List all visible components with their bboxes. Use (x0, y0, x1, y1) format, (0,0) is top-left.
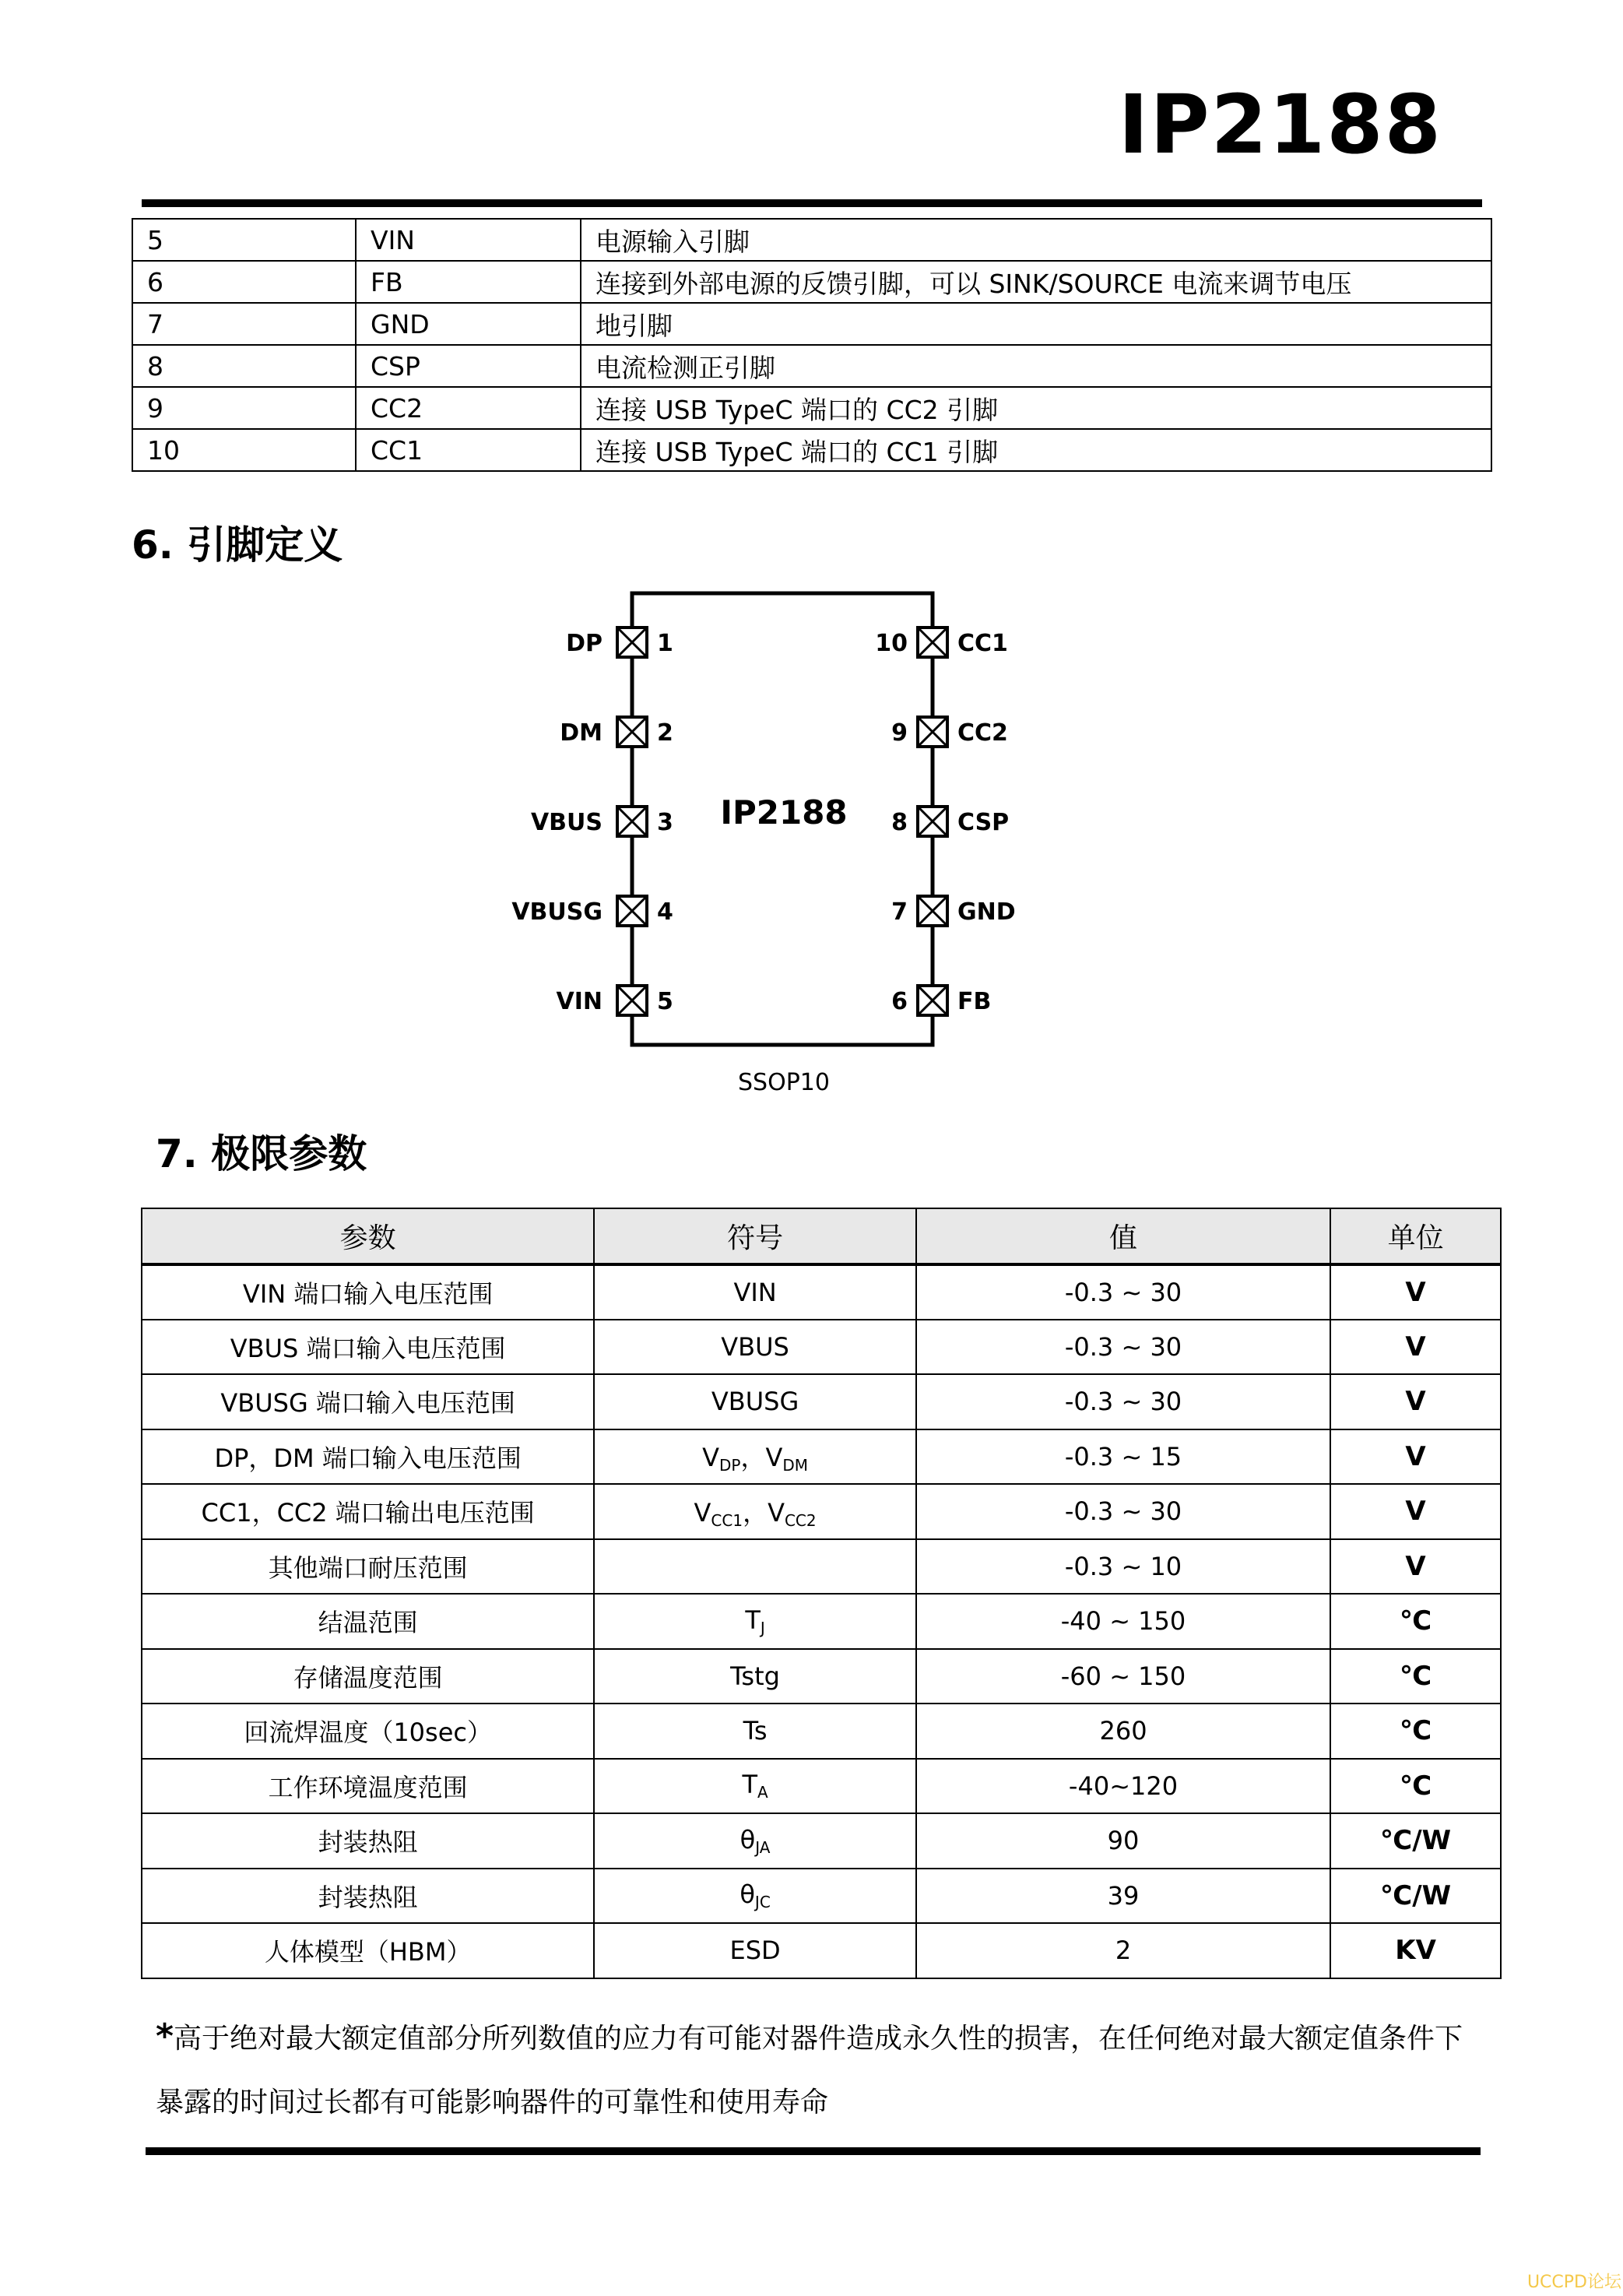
pin-label: VIN (556, 988, 602, 1015)
param-cell: DP，DM 端口输入电压范围 (142, 1429, 594, 1485)
pin-label: CC2 (957, 719, 1008, 747)
pin-description: 电流检测正引脚 (581, 345, 1491, 387)
pin-number: 6 (891, 988, 908, 1015)
value-cell: -0.3 ~ 10 (916, 1539, 1330, 1595)
unit-cell: ℃ (1330, 1704, 1501, 1759)
header-value: 值 (916, 1208, 1330, 1264)
pin-name: VIN (356, 219, 581, 261)
value-cell: -60 ~ 150 (916, 1649, 1330, 1704)
table-row (142, 1429, 1501, 1485)
unit-cell: V (1330, 1429, 1501, 1485)
pin-description: 连接 USB TypeC 端口的 CC2 引脚 (581, 387, 1491, 429)
header-unit: 单位 (1330, 1208, 1501, 1264)
symbol-part: T (745, 1605, 761, 1635)
param-cell: 封装热阻 (142, 1813, 594, 1869)
unit-cell: ℃/W (1330, 1869, 1501, 1924)
footnote-line-2: 暴露的时间过长都有可能影响器件的可靠性和使用寿命 (156, 2087, 829, 2118)
pin-label: FB (957, 988, 992, 1015)
symbol-cell (594, 1320, 916, 1375)
value-cell: -40 ~ 150 (916, 1594, 1330, 1649)
pin-number: 3 (657, 809, 673, 836)
symbol-part: Tstg (730, 1661, 780, 1691)
pin-number: 10 (132, 429, 356, 471)
pin-diagram (498, 576, 1059, 1106)
unit-cell: KV (1330, 1923, 1501, 1978)
symbol-part: ，V (740, 1443, 783, 1473)
value-cell: 260 (916, 1704, 1330, 1759)
pin-number: 1 (657, 630, 673, 657)
symbol-part: DM (782, 1456, 809, 1475)
symbol-cell (594, 1594, 916, 1649)
pin-description: 连接 USB TypeC 端口的 CC1 引脚 (581, 429, 1491, 471)
symbol-part: VIN (733, 1277, 777, 1307)
package-name: SSOP10 (738, 1069, 830, 1096)
param-cell: 工作环境温度范围 (142, 1759, 594, 1814)
value-cell: -0.3 ~ 30 (916, 1320, 1330, 1375)
pin-name: CC2 (356, 387, 581, 429)
value-cell: 2 (916, 1923, 1330, 1978)
footnote-line-1: 高于绝对最大额定值部分所列数值的应力有可能对器件造成永久性的损害，在任何绝对最大额定值条件下 (174, 2023, 1463, 2055)
pin-name: CC1 (356, 429, 581, 471)
value-cell: -0.3 ~ 30 (916, 1264, 1330, 1320)
table-row (142, 1759, 1501, 1814)
pin-label: DP (566, 630, 602, 657)
value-cell: -40~120 (916, 1759, 1330, 1814)
symbol-cell (594, 1704, 916, 1759)
symbol-part: ，V (743, 1497, 785, 1528)
symbol-part: V (702, 1443, 719, 1473)
pin-number: 5 (657, 988, 673, 1015)
pin-description-table (132, 218, 1492, 472)
symbol-part: CC2 (784, 1510, 817, 1530)
symbol-part: VBUSG (711, 1387, 799, 1417)
header-param: 参数 (142, 1208, 594, 1264)
symbol-part: CC1 (711, 1510, 743, 1530)
pin-name: CSP (356, 345, 581, 387)
watermark: UCCPD论坛 (1526, 2273, 1621, 2292)
symbol-cell (594, 1813, 916, 1869)
table-row (132, 261, 1491, 303)
symbol-cell (594, 1923, 916, 1978)
symbol-part: JA (755, 1837, 771, 1857)
footnote-star: * (156, 2016, 174, 2056)
table-row (142, 1813, 1501, 1869)
unit-cell: ℃ (1330, 1594, 1501, 1649)
pin-description: 地引脚 (581, 303, 1491, 345)
symbol-part: J (760, 1618, 765, 1637)
table-row (142, 1704, 1501, 1759)
pin-label: CSP (957, 809, 1010, 836)
table-row (142, 1539, 1501, 1595)
pin-label: GND (957, 898, 1016, 926)
param-cell: VBUSG 端口输入电压范围 (142, 1374, 594, 1429)
param-cell: 其他端口耐压范围 (142, 1539, 594, 1595)
unit-cell: V (1330, 1539, 1501, 1595)
symbol-cell (594, 1869, 916, 1924)
value-cell: -0.3 ~ 15 (916, 1429, 1330, 1485)
param-cell: VBUS 端口输入电压范围 (142, 1320, 594, 1375)
table-row (132, 345, 1491, 387)
param-cell: 人体模型（HBM） (142, 1923, 594, 1978)
pin-number: 4 (657, 898, 673, 926)
pin-number: 5 (132, 219, 356, 261)
pin-number: 7 (132, 303, 356, 345)
symbol-cell (594, 1374, 916, 1429)
footnote (156, 2005, 1502, 2135)
value-cell: 90 (916, 1813, 1330, 1869)
table-row (142, 1264, 1501, 1320)
unit-cell: ℃/W (1330, 1813, 1501, 1869)
unit-cell: V (1330, 1320, 1501, 1375)
value-cell: -0.3 ~ 30 (916, 1374, 1330, 1429)
table-row (132, 219, 1491, 261)
symbol-part: θ (739, 1879, 755, 1910)
pin-name: GND (356, 303, 581, 345)
pin-description: 连接到外部电源的反馈引脚，可以 SINK/SOURCE 电流来调节电压 (581, 261, 1491, 303)
symbol-part: θ (739, 1824, 756, 1855)
symbol-cell (594, 1539, 916, 1595)
table-row (142, 1923, 1501, 1978)
unit-cell: ℃ (1330, 1759, 1501, 1814)
pin-label: CC1 (957, 630, 1008, 657)
pin-label: DM (560, 719, 602, 747)
absolute-maximum-ratings-table (141, 1208, 1502, 1979)
param-cell: 封装热阻 (142, 1869, 594, 1924)
symbol-part: Ts (743, 1716, 768, 1746)
footer-divider (146, 2147, 1481, 2155)
pin-number: 8 (891, 809, 908, 836)
pin-number: 8 (132, 345, 356, 387)
pin-number: 6 (132, 261, 356, 303)
pin-name: FB (356, 261, 581, 303)
symbol-cell (594, 1649, 916, 1704)
symbol-part: V (694, 1497, 711, 1528)
table-row (132, 303, 1491, 345)
header-symbol: 符号 (594, 1208, 916, 1264)
pin-label: VBUS (530, 809, 602, 836)
value-cell: 39 (916, 1869, 1330, 1924)
table-row (132, 429, 1491, 471)
pin-number: 10 (875, 630, 908, 657)
param-cell: CC1，CC2 端口输出电压范围 (142, 1484, 594, 1539)
param-cell: 存储温度范围 (142, 1649, 594, 1704)
table-row (142, 1484, 1501, 1539)
pin-number: 9 (132, 387, 356, 429)
unit-cell: V (1330, 1374, 1501, 1429)
unit-cell: V (1330, 1264, 1501, 1320)
pin-number: 2 (657, 719, 673, 747)
header-divider (142, 199, 1482, 207)
symbol-part: T (742, 1770, 757, 1800)
pin-number: 7 (891, 898, 908, 926)
symbol-cell (594, 1264, 916, 1320)
table-row (142, 1649, 1501, 1704)
symbol-cell (594, 1759, 916, 1814)
symbol-cell (594, 1429, 916, 1485)
table-row (142, 1594, 1501, 1649)
document-title: IP2188 (1118, 77, 1442, 172)
param-cell: VIN 端口输入电压范围 (142, 1264, 594, 1320)
symbol-part: A (757, 1783, 768, 1802)
symbol-cell (594, 1484, 916, 1539)
symbol-part: DP (719, 1456, 741, 1475)
param-cell: 结温范围 (142, 1594, 594, 1649)
symbol-part: JC (754, 1893, 771, 1912)
table-row (142, 1320, 1501, 1375)
table-row (142, 1374, 1501, 1429)
pin-number: 9 (891, 719, 908, 747)
symbol-part: ESD (729, 1936, 781, 1966)
section-6-title: 6. 引脚定义 (132, 522, 343, 568)
table-header-row (142, 1208, 1501, 1264)
chip-name: IP2188 (720, 793, 848, 832)
unit-cell: V (1330, 1484, 1501, 1539)
table-row (142, 1869, 1501, 1924)
section-7-title: 7. 极限参数 (156, 1131, 367, 1176)
unit-cell: ℃ (1330, 1649, 1501, 1704)
value-cell: -0.3 ~ 30 (916, 1484, 1330, 1539)
symbol-part: VBUS (721, 1331, 789, 1362)
param-cell: 回流焊温度（10sec） (142, 1704, 594, 1759)
table-row (132, 387, 1491, 429)
pin-label: VBUSG (511, 898, 602, 926)
pin-description: 电源输入引脚 (581, 219, 1491, 261)
